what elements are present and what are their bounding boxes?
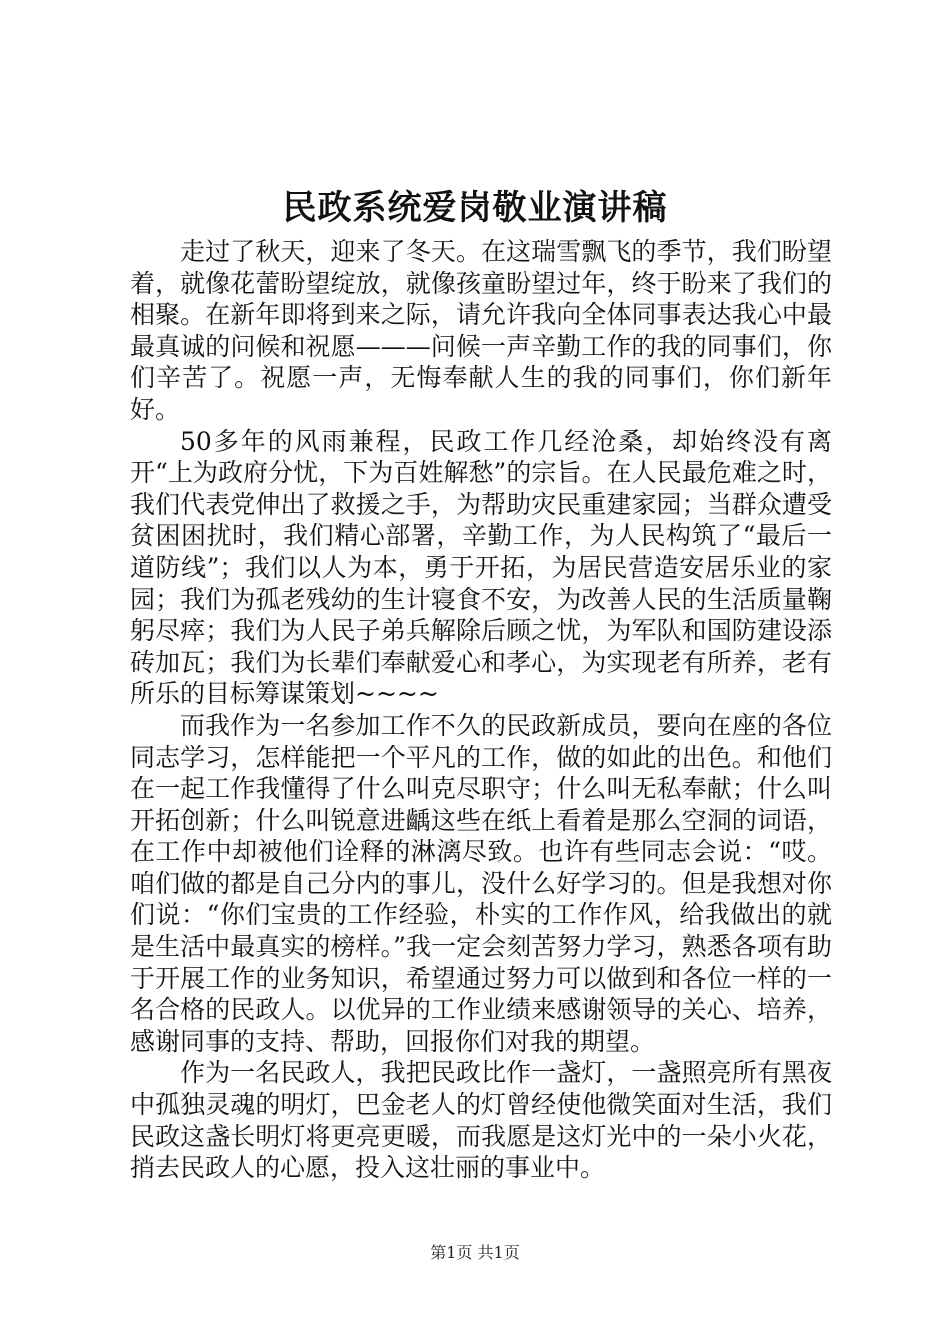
- page-footer: 第1页 共1页: [430, 1243, 520, 1262]
- document-title: 民政系统爱岗敬业演讲稿: [282, 188, 668, 228]
- paragraph-3: 而我作为一名参加工作不久的民政新成员，要向在座的各位同志学习，怎样能把一个平凡的工作，做的如此的出色。和他们在一起工作我懂得了什么叫克尽职守；什么叫无私奉献；什么叫开拓创新；什么叫锐意进齲这些在纸上看着是那么空洞的词语，在工作中却被他们诠释的淋漓尽致。也许有些同志会说：“哎。咱们做的都是自己分内的事儿，没什么好学习的。但是我想对你们说：“你们宝贵的工作经验，朴实的工作作风，给我做出的就是生活中最真实的榜样。”我一定会刻苦努力学习，熟悉各项有助于开展工作的业务知识，希望通过努力可以做到和各位一样的一名合格的民政人。以优异的工作业绩来感谢领导的关心、培养，感谢同事的支持、帮助，回报你们对我的期望。: [130, 710, 832, 1056]
- paragraph-2: 50多年的风雨兼程，民政工作几经沧桑，却始终没有离开“上为政府分忧，下为百姓解愁”的宗旨。在人民最危难之时，我们代表党伸出了救援之手，为帮助灾民重建家园；当群众遭受贫困困扰时，我们精心部署，辛勤工作，为人民构筑了“最后一道防线”；我们以人为本，勇于开拓，为居民营造安居乐业的家园；我们为孤老残幼的生计寝食不安，为改善人民的生活质量鞠躬尽瘁；我们为人民子弟兵解除后顾之忧，为军队和国防建设添砖加瓦；我们为长辈们奉献爱心和孝心，为实现老有所养，老有所乐的目标筹谋策划~~~~: [130, 426, 832, 709]
- paragraph-4: 作为一名民政人，我把民政比作一盏灯，一盏照亮所有黑夜中孤独灵魂的明灯，巴金老人的灯曾经使他微笑面对生活，我们民政这盏长明灯将更亮更暖，而我愿是这灯光中的一朵小火花，捎去民政人的心愿，投入这壮丽的事业中。: [130, 1058, 832, 1183]
- document-body: [130, 236, 832, 1184]
- paragraph-1: 走过了秋天，迎来了冬天。在这瑞雪飘飞的季节，我们盼望着，就像花蕾盼望绽放，就像孩童盼望过年，终于盼来了我们的相聚。在新年即将到来之际，请允许我向全体同事表达我心中最最真诚的问候和祝愿———问候一声辛勤工作的我的同事们，你们辛苦了。祝愿一声，无悔奉献人生的我的同事们，你们新年好。: [130, 237, 832, 424]
